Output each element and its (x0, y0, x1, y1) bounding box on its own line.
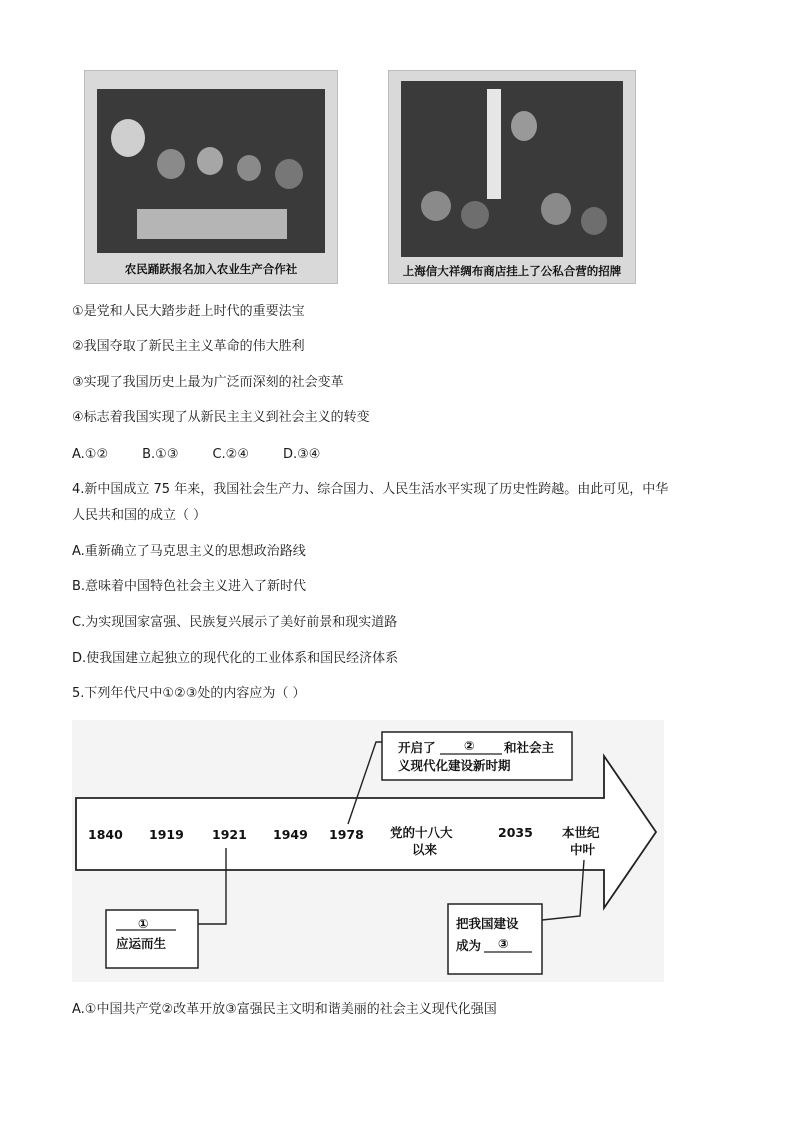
q3-options (72, 446, 354, 464)
photo-farmers-cooperative (84, 70, 338, 284)
box-top-blank: ② (464, 738, 475, 753)
mid-century-line1: 本世纪 (562, 825, 600, 840)
q3-statement-3: ③实现了我国历史上最为广泛而深刻的社会变革 (72, 375, 344, 390)
box-top-line2: 义现代化建设新时期 (398, 758, 511, 773)
year-1978: 1978 (329, 827, 364, 842)
q4-option-d: D.使我国建立起独立的现代化的工业体系和国民经济体系 (72, 651, 399, 666)
q4-option-a: A.重新确立了马克思主义的思想政治路线 (72, 544, 306, 559)
box-left-line2: 应运而生 (116, 936, 167, 951)
q3-statement-2: ②我国夺取了新民主主义革命的伟大胜利 (72, 339, 305, 354)
timeline-figure (72, 720, 664, 982)
q4-stem-line1: 4.新中国成立 75 年来，我国社会生产力、综合国力、人民生活水平实现了历史性跨越。由此可见，中华 (72, 482, 669, 497)
year-1840: 1840 (88, 827, 123, 842)
year-1949: 1949 (273, 827, 308, 842)
q3-option-c: C.②④ (212, 447, 249, 462)
q5-stem: 5.下列年代尺中①②③处的内容应为（ ） (72, 686, 306, 701)
q3-option-d: D.③④ (283, 447, 321, 462)
photo-left-caption: 农民踊跃报名加入农业生产合作社 (124, 262, 298, 276)
box-right-line1: 把我国建设 (456, 916, 519, 931)
box-left-blank: ① (138, 916, 149, 931)
q3-option-a: A.①② (72, 447, 109, 462)
box-top-line1-b: 和社会主 (504, 740, 555, 755)
photo-store-image (401, 81, 623, 257)
box-right-line2-a: 成为 (456, 938, 482, 953)
year-1921: 1921 (212, 827, 247, 842)
photo-right-caption: 上海信大祥绸布商店挂上了公私合营的招牌 (402, 264, 622, 278)
year-1919: 1919 (149, 827, 184, 842)
box-top-line1-a: 开启了 (398, 740, 436, 755)
q3-statement-1: ①是党和人民大踏步赶上时代的重要法宝 (72, 304, 305, 319)
timeline-svg (72, 720, 664, 982)
party-congress-line1: 党的十八大 (390, 825, 453, 840)
box-right-blank: ③ (498, 936, 509, 951)
photo-farmers-image (97, 89, 325, 253)
photo-shanghai-store (388, 70, 636, 284)
q4-option-c: C.为实现国家富强、民族复兴展示了美好前景和现实道路 (72, 615, 398, 630)
mid-century-line2: 中叶 (570, 842, 596, 857)
q4-stem-line2: 人民共和国的成立（ ） (72, 508, 207, 523)
q5-option-a: A.①中国共产党②改革开放③富强民主文明和谐美丽的社会主义现代化强国 (72, 1002, 497, 1017)
q3-option-b: B.①③ (142, 447, 179, 462)
party-congress-line2: 以来 (412, 842, 438, 857)
q3-statement-4: ④标志着我国实现了从新民主主义到社会主义的转变 (72, 410, 370, 425)
q4-option-b: B.意味着中国特色社会主义进入了新时代 (72, 579, 307, 594)
year-2035: 2035 (498, 825, 533, 840)
